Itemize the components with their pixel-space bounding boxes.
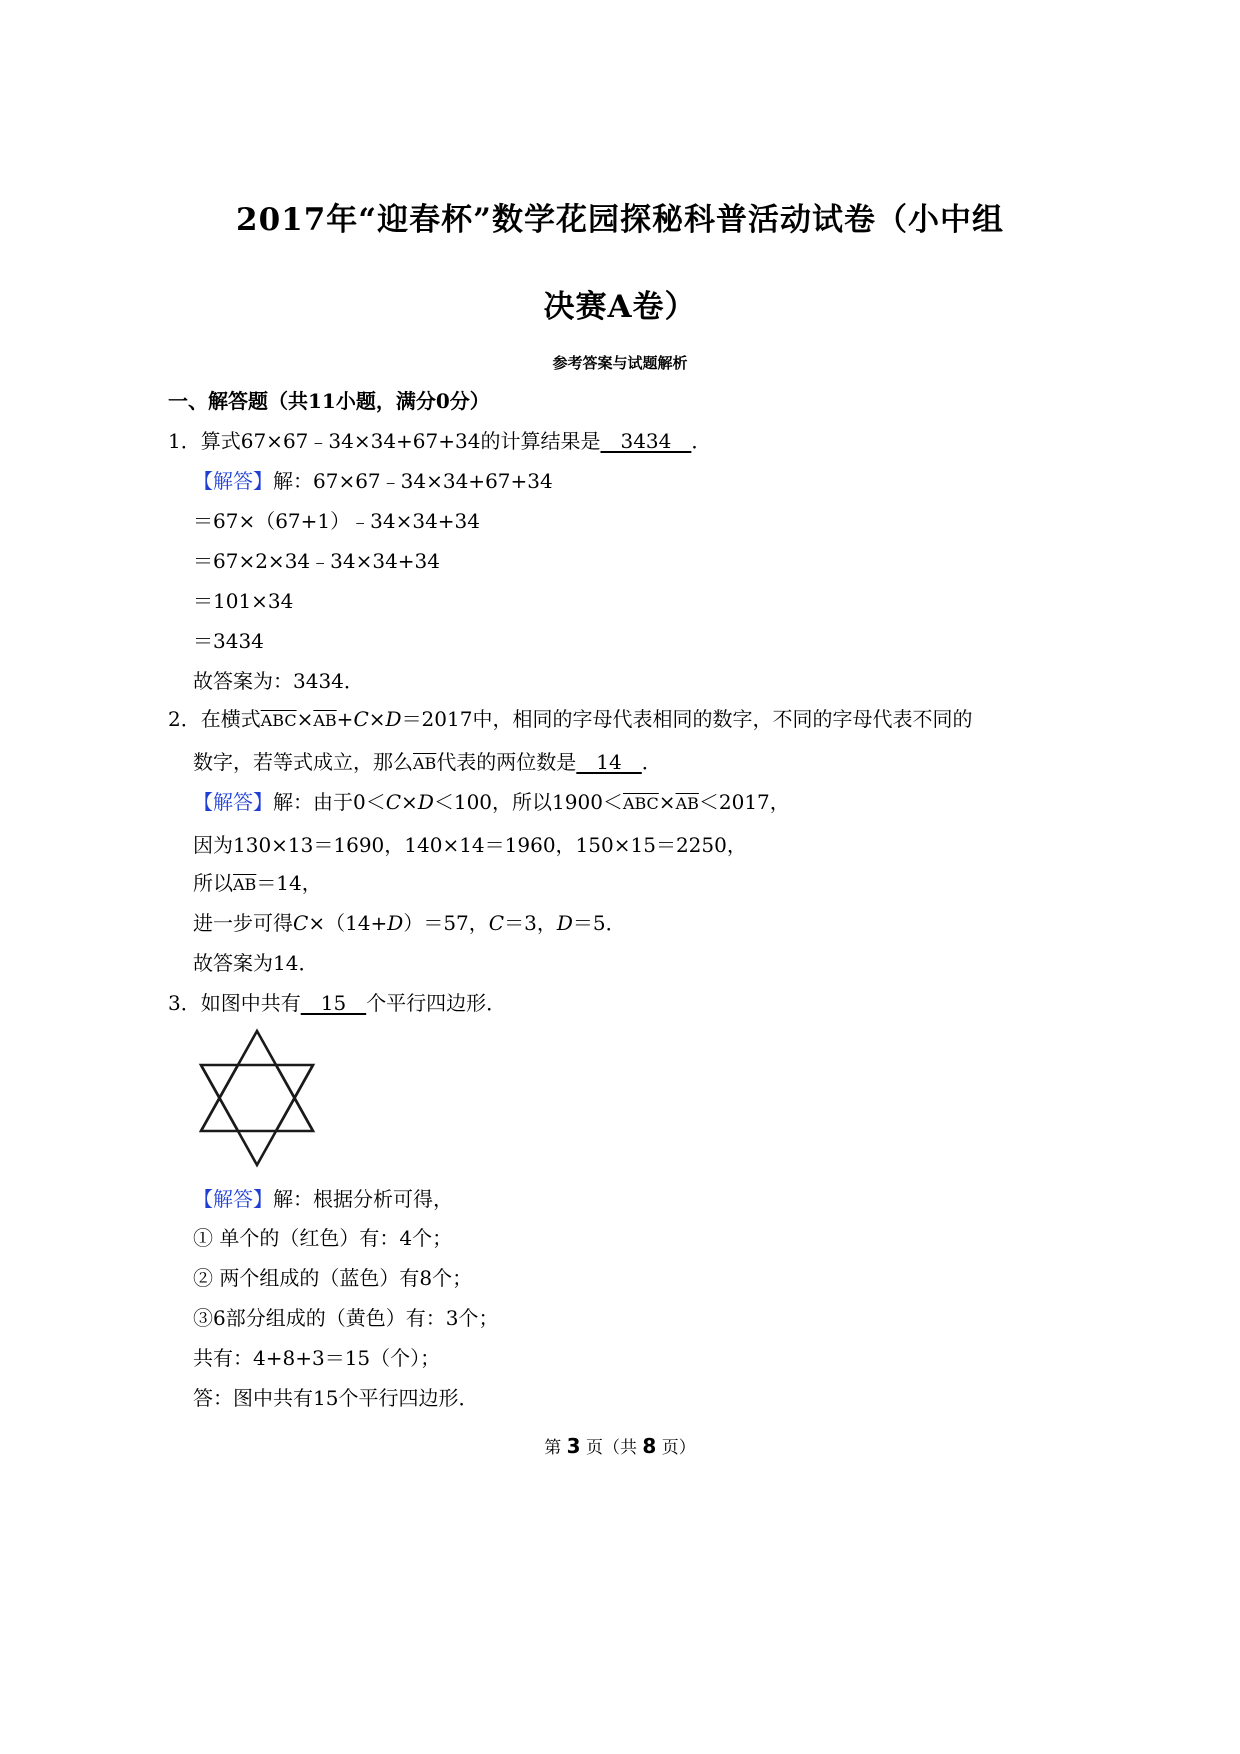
solution-step: 共有：4+8+3＝15（个）； bbox=[193, 1346, 441, 1370]
solution-text: 进一步可得 bbox=[193, 911, 293, 935]
solution-text: 解：根据分析可得， bbox=[273, 1187, 453, 1211]
question-stem: 如图中共有 bbox=[200, 991, 301, 1015]
solution-2-start bbox=[193, 786, 790, 815]
section-heading: 一、解答题（共11小题，满分0分） bbox=[168, 389, 490, 413]
solution-3-start bbox=[193, 1183, 453, 1212]
solution-text: ×（14+ bbox=[308, 911, 388, 935]
period: ． bbox=[641, 750, 662, 774]
overline-abc: $\overline{ABC}$ bbox=[260, 711, 297, 730]
var-d: D bbox=[417, 790, 434, 814]
question-number: 2． bbox=[168, 707, 201, 731]
page-footer bbox=[0, 1433, 1240, 1458]
star-of-david-figure bbox=[190, 1025, 325, 1170]
solution-step: 故答案为14． bbox=[193, 951, 319, 975]
var-c: C bbox=[385, 790, 402, 814]
question-3 bbox=[168, 987, 506, 1016]
solution-step bbox=[193, 867, 322, 896]
solution-step: ＝3434 bbox=[193, 629, 264, 653]
solution-1-start bbox=[193, 465, 553, 494]
upward-triangle bbox=[201, 1031, 313, 1131]
solution-step: ＝101×34 bbox=[193, 589, 294, 613]
overline-abc: $\overline{ABC}$ bbox=[622, 794, 659, 813]
total-page-number: 8 bbox=[642, 1434, 657, 1458]
solution-text: ＝5． bbox=[572, 911, 626, 935]
period: ． bbox=[691, 429, 712, 453]
solution-text: ＜100，所以1900＜ bbox=[433, 790, 623, 814]
overline-ab: $\overline{AB}$ bbox=[233, 875, 257, 894]
question-stem-cont: 个平行四边形． bbox=[366, 991, 507, 1015]
var-c: C bbox=[488, 911, 505, 935]
solution-step: ＝67×（67+1）﹣34×34+34 bbox=[193, 509, 481, 533]
var-d: D bbox=[387, 911, 404, 935]
question-2 bbox=[168, 703, 972, 732]
downward-triangle bbox=[201, 1065, 313, 1165]
solution-tag: 【解答】 bbox=[193, 790, 273, 814]
solution-step: 故答案为：3434． bbox=[193, 669, 364, 693]
question-number: 1． bbox=[168, 429, 201, 453]
times-sign: × bbox=[401, 790, 418, 814]
var-c: C bbox=[353, 707, 369, 731]
page-subtitle: 参考答案与试题解析 bbox=[552, 354, 688, 372]
solution-text: ）＝57， bbox=[403, 911, 489, 935]
overline-ab: $\overline{AB}$ bbox=[675, 794, 699, 813]
overline-ab: $\overline{AB}$ bbox=[313, 711, 337, 730]
solution-text: 解：由于0＜ bbox=[273, 790, 386, 814]
question-stem-cont: ＝2017中，相同的字母代表相同的数字，不同的字母代表不同的 bbox=[401, 707, 973, 731]
solution-text: 所以 bbox=[193, 871, 233, 895]
solution-text: ＝14， bbox=[256, 871, 322, 895]
question-1 bbox=[168, 425, 711, 454]
solution-step: 答：图中共有15个平行四边形． bbox=[193, 1386, 479, 1410]
overline-ab: $\overline{AB}$ bbox=[413, 754, 437, 773]
solution-tag: 【解答】 bbox=[193, 469, 273, 493]
answer-blank: 14 bbox=[576, 750, 642, 774]
question-stem: 算式67×67﹣34×34+67+34的计算结果是 bbox=[200, 429, 601, 453]
solution-step: 因为130×13＝1690，140×14＝1960，150×15＝2250， bbox=[193, 833, 747, 857]
times-sign: × bbox=[368, 707, 386, 731]
solution-step bbox=[193, 907, 626, 936]
page-title-line-2: 决赛A卷） bbox=[543, 289, 697, 325]
question-stem-cont: 代表的两位数是 bbox=[436, 750, 577, 774]
solution-step: ② 两个组成的（蓝色）有8个； bbox=[193, 1266, 473, 1290]
current-page-number: 3 bbox=[566, 1434, 581, 1458]
solution-step: ③6部分组成的（黄色）有：3个； bbox=[193, 1306, 499, 1330]
times-sign: × bbox=[658, 790, 676, 814]
solution-step: ① 单个的（红色）有：4个； bbox=[193, 1226, 453, 1250]
var-c: C bbox=[293, 911, 309, 935]
footer-text: 第 bbox=[544, 1438, 562, 1458]
answer-blank: 15 bbox=[300, 991, 367, 1015]
solution-text: ＜2017， bbox=[698, 790, 790, 814]
question-2-line-2 bbox=[193, 746, 662, 775]
footer-text: 页（共 bbox=[586, 1438, 637, 1458]
question-number: 3． bbox=[168, 991, 201, 1015]
var-d: D bbox=[556, 911, 573, 935]
question-stem-cont: 数字，若等式成立，那么 bbox=[193, 750, 413, 774]
solution-tag: 【解答】 bbox=[193, 1187, 273, 1211]
answer-blank: 3434 bbox=[600, 429, 692, 453]
question-stem: 在横式 bbox=[200, 707, 261, 731]
footer-text: 页） bbox=[661, 1438, 696, 1458]
page-title-line-1: 2017年“迎春杯”数学花园探秘科普活动试卷（小中组 bbox=[236, 202, 1004, 238]
times-sign: × bbox=[296, 707, 314, 731]
var-d: D bbox=[385, 707, 402, 731]
plus-sign: + bbox=[336, 707, 354, 731]
solution-text: ＝3， bbox=[504, 911, 557, 935]
solution-text: 解：67×67﹣34×34+67+34 bbox=[273, 469, 553, 493]
solution-step: ＝67×2×34﹣34×34+34 bbox=[193, 549, 441, 573]
